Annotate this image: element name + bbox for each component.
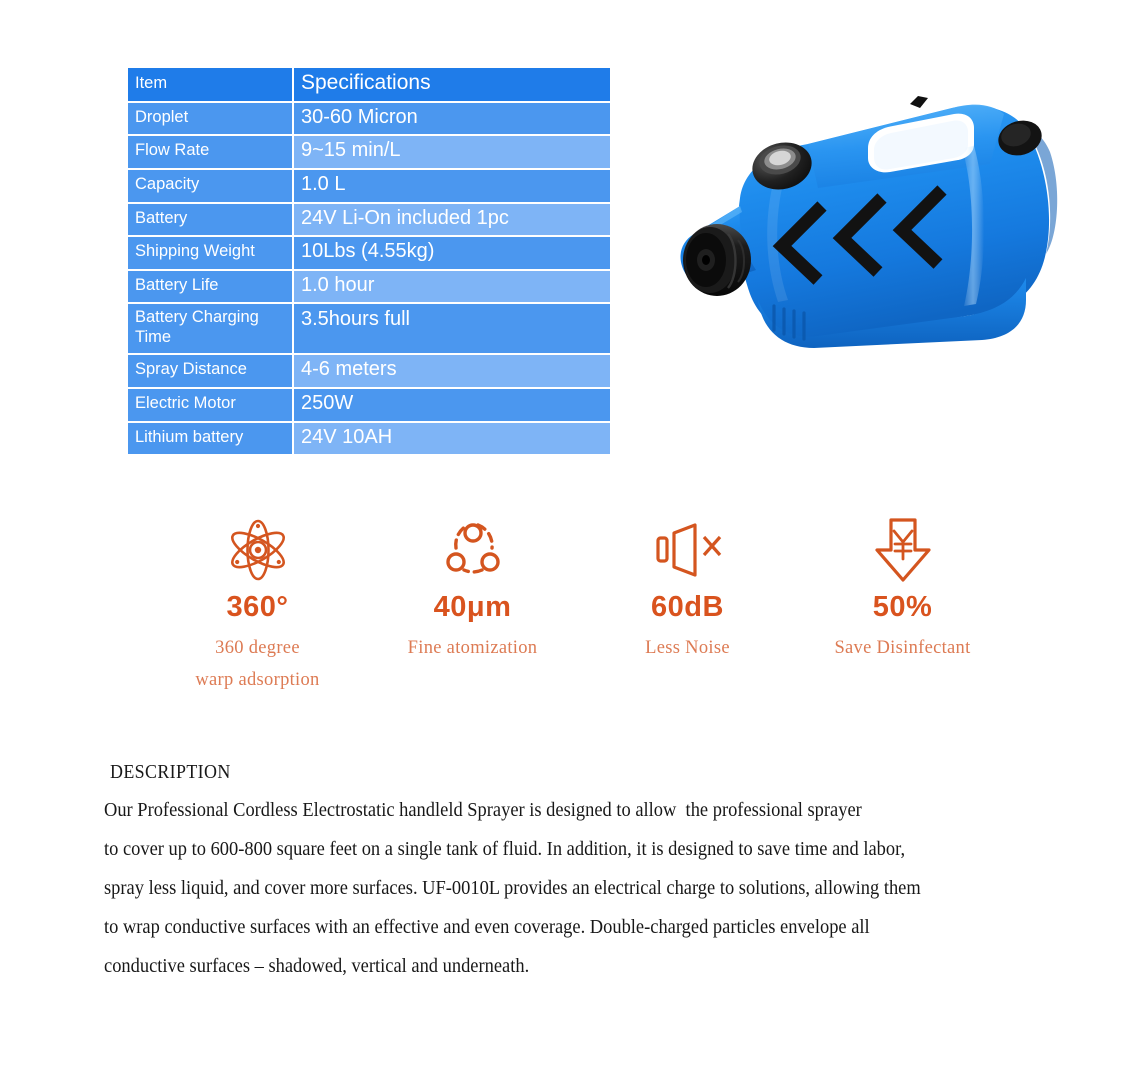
column-header-specifications: Specifications	[294, 68, 610, 101]
feature-caption	[150, 633, 365, 697]
speaker-muted-icon	[580, 512, 795, 588]
feature-caption-line: warp adsorption	[195, 669, 320, 690]
spec-key: Capacity	[128, 170, 292, 202]
feature-caption	[795, 633, 1010, 665]
spec-key: Shipping Weight	[128, 237, 292, 269]
product-image	[622, 38, 1092, 383]
column-header-item: Item	[128, 68, 292, 101]
spec-key: Flow Rate	[128, 136, 292, 168]
spec-key: Electric Motor	[128, 389, 292, 421]
spec-value: 10Lbs (4.55kg)	[294, 237, 610, 269]
description-line: Our Professional Cordless Electrostatic handleld Sprayer is designed to allow the professional sprayer	[104, 799, 862, 821]
table-row	[128, 204, 610, 236]
description-body	[104, 800, 1074, 977]
feature-value: 60dB	[651, 591, 724, 623]
table-row	[128, 423, 610, 455]
spec-key: Spray Distance	[128, 355, 292, 387]
save-money-arrow-icon	[795, 512, 1010, 588]
description-heading: DESCRIPTION	[110, 762, 231, 783]
description-line: conductive surfaces – shadowed, vertical and underneath.	[104, 955, 530, 977]
table-row	[128, 271, 610, 303]
top-nub	[910, 96, 928, 108]
table-row	[128, 103, 610, 135]
spec-key: Lithium battery	[128, 423, 292, 455]
spec-key: Battery	[128, 204, 292, 236]
table-row	[128, 389, 610, 421]
spec-value: 3.5hours full	[294, 304, 610, 353]
feature-caption	[580, 633, 795, 665]
feature-value: 50%	[872, 591, 933, 623]
feature-caption-line: Fine atomization	[407, 637, 538, 658]
feature-value: 360°	[226, 591, 289, 623]
feature-less-noise	[580, 512, 795, 665]
feature-caption	[365, 633, 580, 665]
spec-value: 1.0 hour	[294, 271, 610, 303]
spec-value: 24V Li-On included 1pc	[294, 204, 610, 236]
atom-icon	[150, 512, 365, 588]
feature-360-degree	[150, 512, 365, 697]
description-line: spray less liquid, and cover more surfaces. UF-0010L provides an electrical charge to solutions, allowing them	[104, 877, 921, 899]
feature-save-disinfectant	[795, 512, 1010, 665]
table-row	[128, 237, 610, 269]
spec-value: 9~15 min/L	[294, 136, 610, 168]
description-line: to cover up to 600-800 square feet on a single tank of fluid. In addition, it is designed to save time and labor,	[104, 838, 906, 860]
feature-fine-atomization	[365, 512, 580, 665]
table-header-row	[128, 68, 610, 101]
table-row	[128, 355, 610, 387]
specifications-table-body	[128, 103, 610, 454]
spec-value: 24V 10AH	[294, 423, 610, 455]
spec-value: 30-60 Micron	[294, 103, 610, 135]
description-line: to wrap conductive surfaces with an effective and even coverage. Double-charged particles envelope all	[104, 916, 870, 938]
table-row	[128, 136, 610, 168]
atomization-particles-icon	[365, 512, 580, 588]
feature-caption-line: Save Disinfectant	[834, 637, 971, 658]
spec-value: 250W	[294, 389, 610, 421]
spec-value: 1.0 L	[294, 170, 610, 202]
spec-value: 4-6 meters	[294, 355, 610, 387]
feature-caption-line: 360 degree	[215, 637, 300, 658]
spec-key: Battery Life	[128, 271, 292, 303]
spec-key: Droplet	[128, 103, 292, 135]
table-row	[128, 170, 610, 202]
description-section	[104, 762, 1074, 995]
specifications-table-container	[126, 66, 608, 456]
nozzle-icon	[683, 224, 751, 296]
spec-key: Battery Charging Time	[128, 304, 292, 353]
feature-caption-line: Less Noise	[645, 637, 730, 658]
features-row	[150, 512, 1010, 697]
specifications-table	[126, 66, 612, 456]
table-row	[128, 304, 610, 353]
feature-value: 40μm	[433, 591, 512, 623]
